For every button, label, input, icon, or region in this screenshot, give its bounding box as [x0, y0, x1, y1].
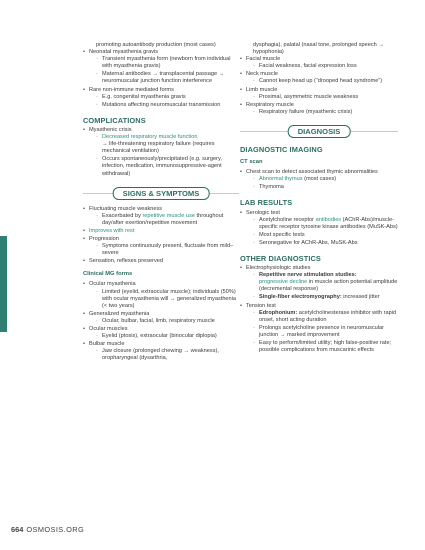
list-item: ◦ Symptoms continuously present, fluctuate from mild–severe [89, 243, 239, 257]
brand-name: OSMOSIS.ORG [26, 525, 85, 534]
complications-heading: COMPLICATIONS [83, 115, 146, 125]
diagnosis-banner [240, 125, 398, 138]
list-item: • Ocular muscles ◦ Eyelid (ptosis), extraocular (binocular diplopia) [83, 326, 239, 340]
other-diagnostics-heading: OTHER DIAGNOSTICS [240, 253, 321, 263]
left-column [83, 42, 239, 363]
list-item: ◦ Abnormal thymus (most cases) [246, 176, 398, 183]
list-item: ◦ Jaw closure (prolonged chewing → weakness), oropharyngeal (dysarthria, [89, 348, 239, 362]
causes-list [83, 49, 239, 109]
list-item: ◦ Maternal antibodies → transplacental passage → neuromuscular junction function interference [89, 71, 239, 85]
list-item: ◦ E.g. congenital myasthenia gravis [89, 94, 239, 101]
list-item: • Electrophysiologic studies ◦ Repetitive nerve stimulation studies: progressive decline in muscle action potential amplitude (decremental response) ◦ Single-fiber electromyography: increased jitter [240, 265, 398, 301]
list-item: • Chest scan to detect associated thymic abnormalities ◦ Abnormal thymus (most cases) ◦ Thymoma [240, 169, 398, 191]
list-item: • Limb muscle ◦ Proximal, asymmetric muscle weakness [240, 87, 398, 101]
list-item: ◦ Respiratory failure (myasthenic crisis) [246, 109, 398, 116]
list-item: ◦ Ocular, bulbar, facial, limb, respiratory muscle [89, 318, 239, 325]
list-item: ◦ Limited (eyelid, extraocular muscle); individuals (50%) with ocular myasthenia will → generalized myasthenia (< two years) [89, 289, 239, 310]
list-item: • Serologic test ◦ Acetylcholine receptor antibodies (AChR-Abs)/muscle-specific receptor tyrosine kinase antibodies (MuSK-Abs) ◦ Most specific tests ◦ Seronegative for AChR-Abs, MuSK-Abs [240, 210, 398, 247]
list-item: ◦ Prolongs acetylcholine presence in neuromuscular junction → marked improvement [246, 325, 398, 339]
list-item: • Myasthenic crisis ◦ Decreased respiratory muscle function → life-threatening respiratory failure (requires mechanical ventilation) ◦ Occurs spontaneously/precipitated (e.g. surgery, infection, medication, immunosuppressive-agent withdrawal) [83, 127, 239, 178]
lab-results-heading: LAB RESULTS [240, 198, 293, 208]
list-item: • Progression ◦ Symptoms continuously present, fluctuate from mild–severe [83, 236, 239, 257]
other-diagnostics-list [240, 265, 398, 354]
chapter-tab [0, 236, 7, 332]
list-item: ◦ Cannot keep head up (“drooped head syndrome”) [246, 78, 398, 85]
list-item: ◦ Transient myasthenia form (newborn from individual with myasthenia gravis) [89, 56, 239, 70]
banner-label: DIAGNOSIS [288, 125, 351, 138]
list-item: ◦ Eyelid (ptosis), extraocular (binocular diplopia) [89, 333, 239, 340]
list-item: • Bulbar muscle ◦ Jaw closure (prolonged chewing → weakness), oropharyngeal (dysarthria, [83, 341, 239, 362]
continued-text: promoting autoantibody production (most cases) [96, 42, 216, 48]
list-item: ◦ Most specific tests [246, 232, 398, 239]
list-item: ◦ Single-fiber electromyography: increased jitter [246, 294, 398, 301]
list-item: ◦ Facial weakness, facial expression loss [246, 63, 398, 70]
banner-label: SIGNS & SYMPTOMS [113, 187, 210, 200]
ct-list [240, 169, 398, 191]
clinical-forms-list [83, 281, 239, 362]
list-item: • Rare non-immune mediated forms ◦ E.g. congenital myasthenia gravis ◦ Mutations affecting neuromuscular transmission [83, 87, 239, 109]
list-item: • Tension test ◦ Edrophonium: acetylcholinesterase inhibitor with rapid onset, short acting duration ◦ Prolongs acetylcholine presence in neuromuscular junction → marked improvement ◦ Easy to perform/limited utility; high false-positive rate; possible complications from muscarinic effects [240, 303, 398, 355]
right-column [240, 42, 398, 355]
list-item: • Facial muscle ◦ Facial weakness, facial expression loss [240, 56, 398, 70]
list-item: • Generalized myasthenia ◦ Ocular, bulbar, facial, limb, respiratory muscle [83, 311, 239, 325]
list-item: ◦ Acetylcholine receptor antibodies (AChR-Abs)/muscle-specific receptor tyrosine kinase antibodies (MuSK-Abs) [246, 217, 398, 231]
list-item: ◦ Repetitive nerve stimulation studies: progressive decline in muscle action potential amplitude (decremental response) [246, 272, 398, 293]
list-item: ◦ Occurs spontaneously/precipitated (e.g. surgery, infection, medication, immunosuppressive-agent withdrawal) [89, 156, 239, 177]
list-item: ◦ Exacerbated by repetitive muscle use throughout day/after exertion/repetitive movement [89, 213, 239, 227]
list-item: ◦ Seronegative for AChR-Abs, MuSK-Abs [246, 240, 398, 247]
list-item: • Fluctuating muscle weakness ◦ Exacerbated by repetitive muscle use throughout day/after exertion/repetitive movement [83, 206, 239, 227]
list-item: ◦ Thymoma [246, 184, 398, 191]
list-item: • Improves with rest [83, 228, 239, 235]
ct-scan-heading: CT scan [240, 159, 263, 166]
signs-list [83, 206, 239, 266]
list-item: • Sensation, reflexes preserved [83, 258, 239, 265]
page-number: 664 [11, 525, 24, 534]
muscle-list [240, 56, 398, 116]
list-item: • Neck muscle ◦ Cannot keep head up (“drooped head syndrome”) [240, 71, 398, 85]
continued-text: dysphagia), palatal (nasal tone, prolonged speech → hypophonia) [253, 42, 384, 56]
diagnostic-imaging-heading: DIAGNOSTIC IMAGING [240, 144, 323, 154]
list-item: ◦ Mutations affecting neuromuscular transmission [89, 102, 239, 109]
list-item: ◦ Decreased respiratory muscle function → life-threatening respiratory failure (requires mechanical ventilation) [89, 134, 239, 155]
clinical-forms-heading: Clinical MG forms [83, 271, 133, 278]
list-item: ◦ Easy to perform/limited utility; high false-positive rate; possible complications from muscarinic effects [246, 340, 398, 354]
page-footer [11, 525, 84, 534]
list-item: • Neonatal myasthenia gravis ◦ Transient myasthenia form (newborn from individual with myasthenia gravis) ◦ Maternal antibodies → transplacental passage → neuromuscular junction function interference [83, 49, 239, 85]
list-item: • Ocular myasthenia ◦ Limited (eyelid, extraocular muscle); individuals (50%) with ocular myasthenia will → generalized myasthenia (< two years) [83, 281, 239, 309]
lab-list [240, 210, 398, 247]
list-item: • Respiratory muscle ◦ Respiratory failure (myasthenic crisis) [240, 102, 398, 116]
complications-list [83, 127, 239, 178]
list-item: ◦ Proximal, asymmetric muscle weakness [246, 94, 398, 101]
list-item: ◦ Edrophonium: acetylcholinesterase inhibitor with rapid onset, short acting duration [246, 310, 398, 324]
signs-symptoms-banner [83, 187, 239, 200]
